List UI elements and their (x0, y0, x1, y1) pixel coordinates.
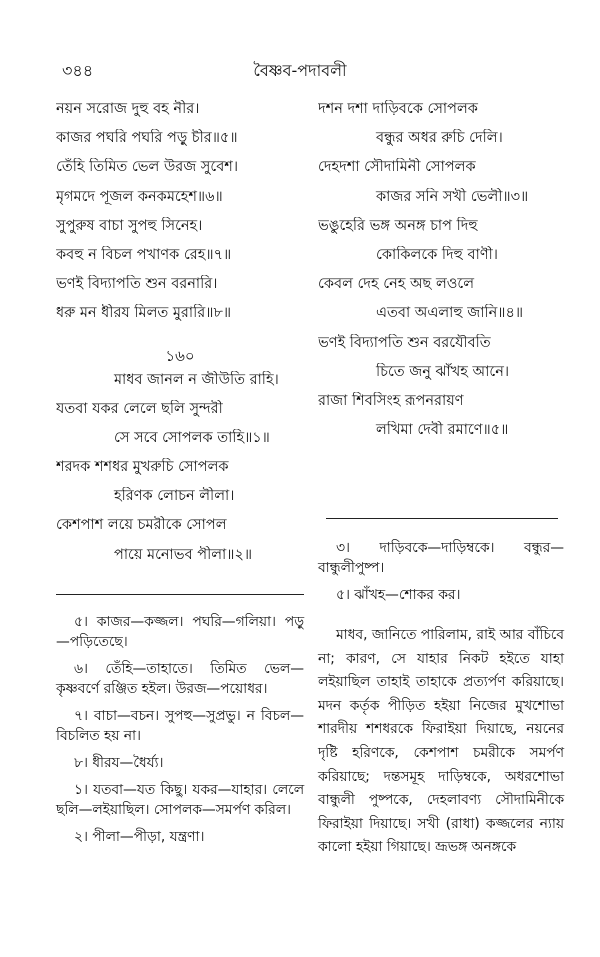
verse-line: কোকিলকে দিহু বাণী। (376, 246, 498, 263)
verse-line: কাজর সনি সখী ভেলী॥৩॥ (376, 188, 529, 205)
right-column (318, 100, 564, 450)
footnotes-right (318, 538, 564, 609)
verse-line: কেবল দেহ নেহ অছ লওলে (318, 276, 475, 293)
footnote-divider-left (56, 594, 304, 595)
verse-line: যতবা যকর লেলে ছলি সুন্দরী (56, 400, 223, 417)
footnote: ১। যতবা—যত কিছু। যকর—যাহার। লেলে ছলি—লইয়াছিল। সোপলক—সমর্পণ করিল। (56, 782, 304, 818)
verse-line: শরদক শশধর মুখরুচি সোপলক (56, 459, 229, 476)
verse-line: ভঙুহেরি ভঙ্গ অনঙ্গ চাপ দিহু (318, 217, 478, 234)
verse-line: মাধব জানল ন জীউতি রাহি। (114, 371, 279, 388)
verse-line: হরিণক লোচন লীলা। (114, 488, 235, 505)
verse-line: দশন দশা দাড়িবকে সোপলক (318, 101, 478, 117)
verse-line: ভণই বিদ্যাপতি শুন বরনারি। (56, 276, 218, 293)
verse-line: ধরু মন ধীরয মিলত মুরারি॥৮॥ (56, 305, 232, 322)
verse-line: লখিমা দেবী রমাণে॥৫॥ (376, 422, 509, 439)
footnote: ৫। ঝাঁখহ—শোকর কর। (336, 587, 461, 603)
verse-line: চিতে জনু ঝাঁখহ আনে। (376, 363, 510, 380)
footnote: ৮। ধীরয—ধৈর্য্য। (74, 755, 164, 771)
verse-line: এতবা অএলাহু জানি॥৪॥ (376, 305, 524, 322)
poem-number: ১৬০ (165, 346, 195, 365)
verse-line: সুপুরুষ বাচা সুপহু সিনেহ। (56, 217, 203, 234)
verse-line: কেশপাশ লয়ে চমরীকে সোপল (56, 517, 227, 534)
verse-block-top (56, 100, 304, 334)
verse-line: কবহু ন বিচল পখাণক রেহ॥৭॥ (56, 246, 232, 263)
verse-line: তেঁহি তিমিত ভেল উরজ সুবেশ। (56, 159, 239, 176)
verse-line: ভণই বিদ্যাপতি শুন বরযৌবতি (318, 334, 491, 351)
footnote: ৩। দাড়িবকে—দাড়িম্বকে। বন্ধুর—বান্ধুলীপুষ্প। (318, 540, 564, 576)
verse-line: কাজর পঘরি পঘরি পড়ু চীর॥৫॥ (56, 130, 238, 147)
left-column (56, 100, 304, 575)
verse-line: পায়ে মনোভব পীলা॥২॥ (114, 546, 253, 563)
footnote: ৬। তেঁহি—তাহাতে। তিমিত ভেল—কৃষ্ণবর্ণে রঞ্জিত হইল। উরজ—পয়োধর। (56, 661, 304, 697)
footnote: ৫। কাজর—কজ্জল। পঘরি—গলিয়া। পড়ু—পড়িতেছে। (56, 614, 304, 650)
verse-line: বন্ধুর অধর রুচি দেলি। (376, 130, 503, 147)
verse-line: নয়ন সরোজ দুহু বহ নীর। (56, 101, 200, 117)
verse-line: সে সবে সোপলক তাহি॥১॥ (114, 429, 270, 446)
poem-160 (56, 371, 304, 575)
page-header (0, 58, 600, 82)
running-title: বৈষ্ণব-পদাবলী (253, 61, 347, 80)
footnote: ৭। বাচা—বচন। সুপহু—সুপ্রভু। ন বিচল—বিচলিত হয় না। (56, 708, 304, 744)
verse-line: দেহদশা সৌদামিনী সোপলক (318, 159, 476, 176)
verse-line: মৃগমদে পূজল কনকমহেশ॥৬॥ (56, 188, 223, 205)
page-number: ৩৪৪ (62, 61, 94, 80)
footnotes-left (56, 612, 304, 854)
footnote: ২। পীলা—পীড়া, যন্ত্রণা। (74, 829, 205, 845)
explanation-paragraph: মাধব, জানিতে পারিলাম, রাই আর বাঁচিবে না; কারণ, সে যাহার নিকট হইতে যাহা লইয়াছিল তাহাই তাহাকে প্রত্যর্পণ করিয়াছে। মদন কর্তৃক পীড়িত হইয়া নিজের মুখশোভা শারদীয় শশধরকে ফিরাইয়া দিয়াছে, নয়নের দৃষ্টি হরিণকে, কেশপাশ চমরীকে সমর্পণ করিয়াছে; দন্তসমূহ দাড়িম্বকে, অধরশোভা বান্ধুলী পুষ্পকে, দেহলাবণ্য সৌদামিনীকে ফিরাইয়া দিয়াছে। সখী (রাধা) কজ্জলের ন্যায় কালো হইয়া গিয়াছে। ভ্রূভঙ্গ অনঙ্গকে (318, 627, 564, 856)
footnote-divider-right (326, 518, 558, 519)
verse-line: রাজা শিবসিংহ রূপনরায়ণ (318, 392, 464, 409)
